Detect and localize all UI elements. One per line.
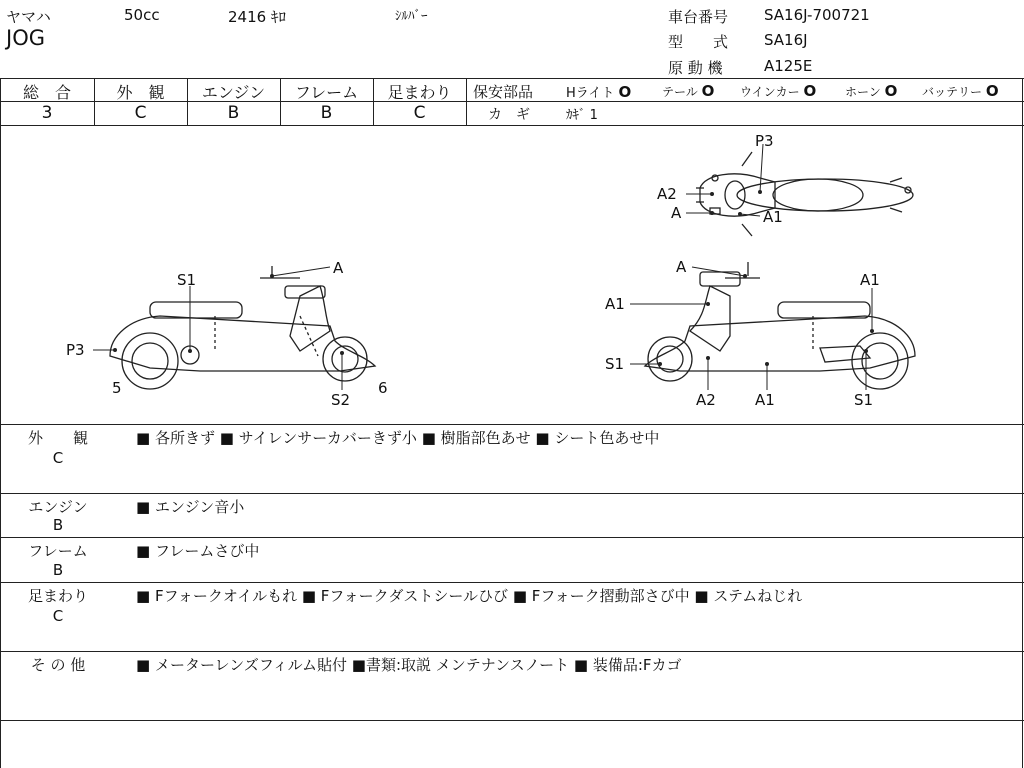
safety-item-name: バッテリー (922, 85, 983, 99)
safety-item-mark: O (618, 83, 632, 101)
grade-suspension-label: 足まわり (387, 83, 452, 102)
safety-item-name: テール (662, 85, 698, 99)
remarks-line-4 (0, 651, 1024, 652)
label-left-a: A (333, 259, 344, 277)
safety-item-headlight (566, 82, 631, 101)
safety-item-horn (845, 82, 897, 100)
remark-text-frame: ■ フレームさび中 (136, 542, 260, 560)
label-left-6: 6 (378, 379, 388, 397)
label-top-a1: A1 (763, 208, 783, 226)
remark-grade-engine: B (52, 516, 64, 534)
remarks-line-1 (0, 493, 1024, 494)
label-right-a2: A2 (696, 391, 716, 409)
label-left-s1: S1 (177, 271, 197, 289)
label-top-a: A (671, 204, 682, 222)
damage-diagram (0, 126, 1024, 424)
scooter-top-view (696, 152, 913, 236)
safety-item-name: Hライト (566, 86, 615, 101)
key-value: ｶｷﾞ 1 (566, 108, 598, 123)
safety-item-name: ホーン (845, 85, 881, 99)
engine-value: A125E (764, 57, 813, 75)
displacement: 50cc (124, 6, 160, 24)
remark-text-exterior: ■ 各所きず ■ サイレンサーカバーきず小 ■ 樹脂部色あせ ■ シート色あせ中 (136, 429, 660, 447)
leader-lines (93, 144, 872, 390)
remarks-top-line (0, 424, 1024, 425)
remark-label-exterior: 外 観 (27, 429, 88, 447)
remark-label-other: そ の 他 (30, 656, 86, 674)
remark-text-suspension: ■ Fフォークオイルもれ ■ Fフォークダストシールひび ■ Fフォーク摺動部さび中 ■ ステムねじれ (136, 587, 803, 605)
remark-text-engine: ■ エンジン音小 (136, 498, 245, 516)
safety-item-name: ウインカー (740, 85, 800, 99)
grade-exterior-value: C (134, 103, 147, 123)
grade-overall-label: 総 合 (22, 83, 71, 102)
grade-frame-label: フレーム (294, 83, 359, 102)
remark-grade-frame: B (52, 561, 64, 579)
label-right-a1-rear: A1 (860, 271, 880, 289)
maker: ヤマハ (6, 8, 51, 26)
label-right-a1-bottom: A1 (755, 391, 775, 409)
label-left-s2: S2 (331, 391, 351, 409)
safety-mid-line (466, 101, 1024, 102)
grade-overall-value: 3 (41, 103, 53, 123)
remarks-line-3 (0, 582, 1024, 583)
key-label: カ ギ (488, 107, 530, 123)
remarks-line-2 (0, 537, 1024, 538)
label-right-s1-rear: S1 (854, 391, 874, 409)
grade-exterior-label: 外 観 (116, 83, 165, 102)
label-top-p3: P3 (755, 132, 774, 150)
remark-label-engine: エンジン (28, 498, 88, 516)
safety-item-winker (740, 82, 816, 100)
safety-item-mark: O (701, 82, 715, 100)
type-value: SA16J (764, 31, 808, 49)
type-label: 型 式 (668, 33, 729, 51)
label-top-a2: A2 (657, 185, 677, 203)
label-right-s1-front: S1 (605, 355, 625, 373)
label-right-a: A (676, 258, 687, 276)
remark-text-other: ■ メーターレンズフィルム貼付 ■書類:取説 メンテナンスノート ■ 装備品:Fカゴ (136, 656, 682, 674)
safety-item-tail (662, 82, 714, 100)
label-right-a1-front: A1 (605, 295, 625, 313)
grade-divider-5 (466, 78, 467, 125)
grade-suspension-value: C (413, 103, 426, 123)
color: ｼﾙﾊﾞｰ (395, 9, 428, 24)
label-left-p3: P3 (66, 341, 85, 359)
engine-label: 原 動 機 (668, 59, 723, 77)
frame-no: SA16J-700721 (764, 6, 870, 24)
safety-item-mark: O (803, 82, 817, 100)
frame-no-label: 車台番号 (668, 8, 729, 26)
safety-item-battery (922, 82, 999, 100)
grade-frame-value: B (320, 103, 333, 123)
label-left-5: 5 (112, 379, 122, 397)
remarks-line-5 (0, 720, 1024, 721)
safety-item-mark: O (985, 82, 999, 100)
remark-grade-exterior: C (52, 449, 64, 467)
remark-label-frame: フレーム (28, 542, 88, 560)
model-name: JOG (6, 26, 45, 50)
mileage: 2416 ｷﾛ (228, 8, 286, 26)
safety-item-mark: O (884, 82, 898, 100)
grade-engine-label: エンジン (201, 83, 266, 102)
remark-label-suspension: 足まわり (27, 587, 88, 605)
grade-engine-value: B (227, 103, 240, 123)
grade-top-line (0, 78, 1024, 79)
safety-label: 保安部品 (473, 83, 534, 101)
scooter-left-view (110, 266, 375, 389)
remark-grade-suspension: C (52, 607, 64, 625)
